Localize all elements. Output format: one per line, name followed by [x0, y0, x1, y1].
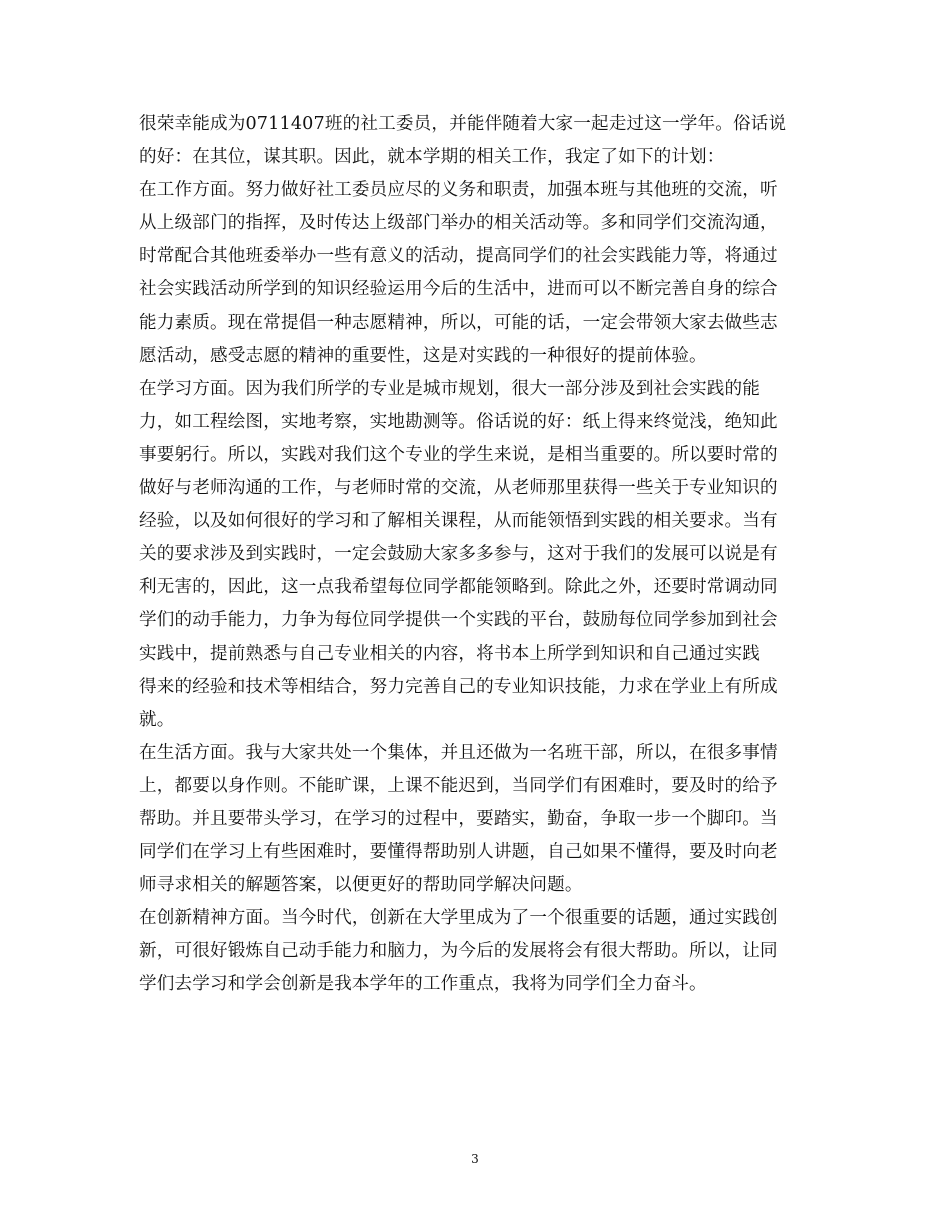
text-line: 在创新精神方面。当今时代，创新在大学里成为了一个很重要的话题，通过实践创 — [139, 908, 778, 929]
text-line: 事要躬行。所以，实践对我们这个专业的学生来说，是相当重要的。所以要时常的 — [139, 444, 778, 465]
text-line: 社会实践活动所学到的知识经验运用今后的生活中，进而可以不断完善自身的综合 — [139, 279, 778, 300]
text-line: 做好与老师沟通的工作，与老师时常的交流，从老师那里获得一些关于专业知识的 — [139, 478, 778, 499]
document-body — [139, 108, 819, 1002]
text-line: 师寻求相关的解题答案，以便更好的帮助同学解决问题。 — [139, 875, 583, 896]
text-line: 帮助。并且要带头学习，在学习的过程中，要踏实，勤奋，争取一步一个脚印。当 — [139, 808, 778, 829]
text-line: 在生活方面。我与大家共处一个集体，并且还做为一名班干部，所以，在很多事情 — [139, 742, 778, 763]
text-line: 的好：在其位，谋其职。因此，就本学期的相关工作，我定了如下的计划： — [139, 147, 725, 168]
text-line: 很荣幸能成为0711407班的社工委员，并能伴随着大家一起走过这一学年。俗话说 — [139, 114, 787, 134]
text-line: 力，如工程绘图，实地考察，实地勘测等。俗话说的好：纸上得来终觉浅，绝知此 — [139, 411, 778, 432]
text-line: 学们去学习和学会创新是我本学年的工作重点，我将为同学们全力奋斗。 — [139, 974, 707, 995]
text-line: 在学习方面。因为我们所学的专业是城市规划，很大一部分涉及到社会实践的能 — [139, 378, 761, 399]
text-line: 愿活动，感受志愿的精神的重要性，这是对实践的一种很好的提前体验。 — [139, 345, 707, 366]
text-line: 学们的动手能力，力争为每位同学提供一个实践的平台，鼓励每位同学参加到社会 — [139, 610, 778, 631]
text-line: 时常配合其他班委举办一些有意义的活动，提高同学们的社会实践能力等，将通过 — [139, 246, 778, 267]
page-number: 3 — [471, 1152, 479, 1166]
text-line: 就。 — [139, 709, 175, 730]
text-line: 在工作方面。努力做好社工委员应尽的义务和职责，加强本班与其他班的交流，听 — [139, 180, 778, 201]
text-line: 上，都要以身作则。不能旷课，上课不能迟到，当同学们有困难时，要及时的给予 — [139, 775, 778, 796]
text-line: 新，可很好锻炼自己动手能力和脑力，为今后的发展将会有很大帮助。所以，让同 — [139, 941, 778, 962]
text-line: 从上级部门的指挥，及时传达上级部门举办的相关活动等。多和同学们交流沟通， — [139, 213, 778, 234]
text-line: 能力素质。现在常提倡一种志愿精神，所以，可能的话，一定会带领大家去做些志 — [139, 312, 778, 333]
text-line: 关的要求涉及到实践时，一定会鼓励大家多多参与，这对于我们的发展可以说是有 — [139, 544, 778, 565]
text-line: 实践中，提前熟悉与自己专业相关的内容，将书本上所学到知识和自己通过实践 — [139, 643, 761, 664]
text-line: 经验，以及如何很好的学习和了解相关课程，从而能领悟到实践的相关要求。当有 — [139, 511, 778, 532]
text-line: 利无害的，因此，这一点我希望每位同学都能领略到。除此之外，还要时常调动同 — [139, 577, 778, 598]
text-line: 同学们在学习上有些困难时，要懂得帮助别人讲题，自己如果不懂得，要及时向老 — [139, 842, 778, 863]
text-line: 得来的经验和技术等相结合，努力完善自己的专业知识技能，力求在学业上有所成 — [139, 676, 778, 697]
